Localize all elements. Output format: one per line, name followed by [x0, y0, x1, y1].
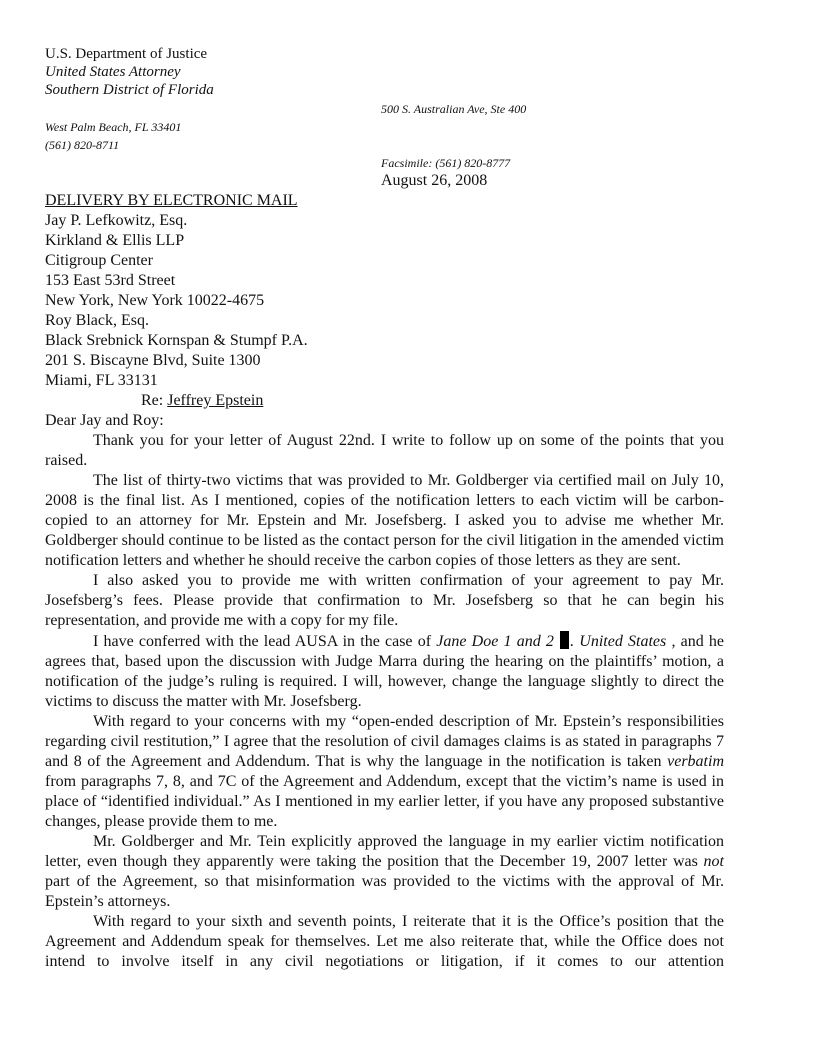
body-text: Mr. Goldberger and Mr. Tein explicitly approved the language in my earlier victim notification letter, even though they apparently were taking the position that the December 19, 2007 letter was: [45, 833, 724, 870]
letterhead-address: 500 S. Australian Ave, Ste 400: [381, 102, 527, 116]
emphasis: not: [703, 853, 724, 870]
letterhead-fax: Facsimile: (561) 820-8777: [381, 156, 511, 170]
body-text: from paragraphs 7, 8, and 7C of the Agreement and Addendum, except that the victim’s name is used in place of “identified individual.” As I mentioned in my earlier letter, if you have any proposed substantive changes, please provide them to me.: [45, 773, 724, 830]
body-paragraph: With regard to your sixth and seventh points, I reiterate that it is the Office’s position that the Agreement and Addendum speak for themselves. Let me also reiterate that, while the Office does not intend to involve itself in any civil negotiations or litigation, if it comes to our attention: [45, 913, 724, 970]
body-paragraph: [45, 712, 724, 832]
letterhead-dept: U.S. Department of Justice: [45, 46, 208, 62]
delivery-method: DELIVERY BY ELECTRONIC MAIL: [45, 192, 298, 209]
letterhead-district: Southern District of Florida: [45, 82, 214, 98]
body-paragraph: The list of thirty-two victims that was provided to Mr. Goldberger via certified mail on July 10, 2008 is the final list. As I mentioned, copies of the notification letters to each victim will be carbon-copied to an attorney for Mr. Epstein and Mr. Josefsberg. I asked you to advise me whether Mr. Goldberger should continue to be listed as the contact person for the civil litigation in the amended victim notification letters and whether he should receive the carbon copies of those letters as they are sent.: [45, 472, 724, 569]
recipient-line: Black Srebnick Kornspan & Stumpf P.A.: [45, 332, 308, 349]
body-text: , and he agrees that, based upon the discussion with Judge Marra during the hearing on the plaintiffs’ motion, a notification of the judge’s ruling is required. I will, however, change the language slightly to direct the victims to discuss the matter with Mr. Josefsberg.: [45, 633, 725, 710]
body-paragraph: I also asked you to provide me with written confirmation of your agreement to pay Mr. Josefsberg’s fees. Please provide that confirmation to Mr. Josefsberg so that he can begin his representation, and provide me with a copy for my file.: [45, 572, 724, 629]
body-paragraph: [45, 631, 724, 712]
body-paragraph: Thank you for your letter of August 22nd. I write to follow up on some of the points that you raised.: [45, 432, 724, 469]
body-text: With regard to your concerns with my “open-ended description of Mr. Epstein’s responsibilities regarding civil restitution,” I agree that the resolution of civil damages claims is as stated in paragraphs 7 and 8 of the Agreement and Addendum. That is why the language in the notification is taken: [45, 713, 724, 770]
re-line: [141, 391, 263, 411]
re-label: Re:: [141, 392, 168, 409]
letterhead-phone: (561) 820-8711: [45, 138, 120, 152]
emphasis: verbatim: [667, 753, 724, 770]
recipient-line: Miami, FL 33131: [45, 372, 158, 389]
salutation: Dear Jay and Roy:: [45, 412, 164, 429]
case-name: Jane Doe 1 and 2: [436, 633, 554, 650]
recipient-line: New York, New York 10022-4675: [45, 292, 265, 309]
recipient-line: Roy Black, Esq.: [45, 312, 149, 329]
case-name: . United States: [570, 633, 667, 650]
letterhead-office: United States Attorney: [45, 64, 181, 80]
recipient-line: 201 S. Biscayne Blvd, Suite 1300: [45, 352, 261, 369]
recipient-line: 153 East 53rd Street: [45, 272, 176, 289]
body-text: I have conferred with the lead AUSA in the case of: [93, 633, 437, 650]
body-paragraph: [45, 832, 724, 912]
body-text: part of the Agreement, so that misinformation was provided to the victims with the approval of Mr. Epstein’s attorneys.: [45, 873, 724, 910]
redaction-mark: [560, 631, 569, 649]
recipient-line: Jay P. Lefkowitz, Esq.: [45, 212, 188, 229]
letter-date: August 26, 2008: [381, 172, 488, 189]
recipient-line: Kirkland & Ellis LLP: [45, 232, 185, 249]
letter-body: [45, 431, 724, 972]
recipient-line: Citigroup Center: [45, 252, 153, 269]
re-subject: Jeffrey Epstein: [167, 392, 264, 409]
letterhead-city: West Palm Beach, FL 33401: [45, 120, 182, 134]
